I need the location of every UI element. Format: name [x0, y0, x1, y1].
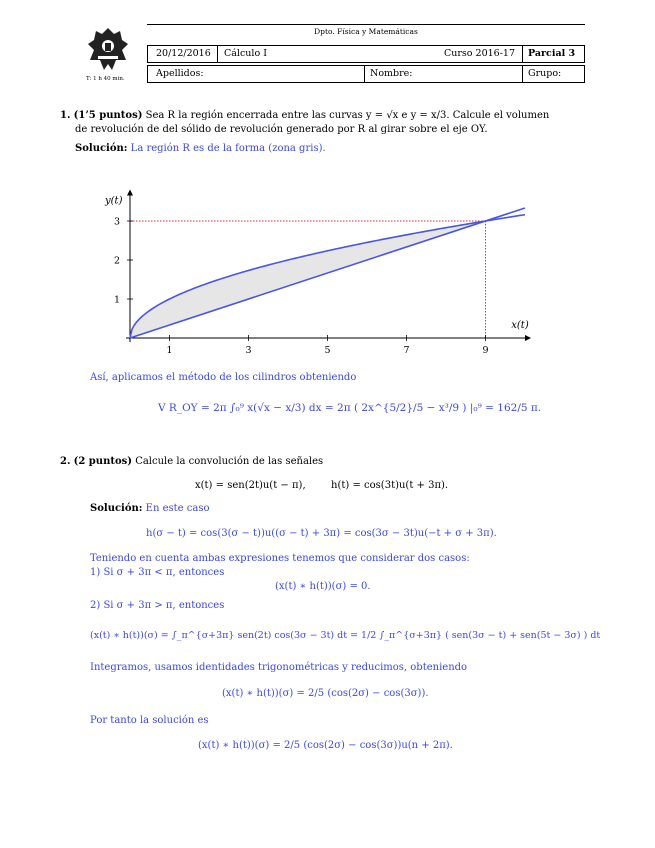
x-axis-arrow [525, 335, 531, 341]
exam-date: 20/12/2016 [156, 48, 211, 59]
x-axis-label: x(t) [511, 320, 529, 331]
surname-label: Apellidos: [156, 68, 204, 79]
y-axis-arrow [127, 190, 133, 196]
header-row-student [147, 65, 585, 83]
problem1-after-text: Así, aplicamos el método de los cilindros obteniendo [90, 372, 357, 383]
problem2-integrate-text: Integramos, usamos identidades trigonométricas y reducimos, obteniendo [90, 662, 468, 673]
x-tick-label: 5 [324, 345, 331, 356]
problem1-points: (1’5 puntos) [73, 110, 143, 121]
problem1-solution-label: Solución: [75, 143, 128, 154]
problem2-conclusion-text: Por tanto la solución es [90, 715, 209, 726]
problem2-intro: En este caso [145, 503, 210, 514]
name-label: Nombre: [370, 68, 413, 79]
problem2-statement [60, 456, 323, 467]
y-tick-label: 2 [113, 255, 120, 267]
y-tick-label: 1 [113, 294, 120, 306]
problem2-h-shift: h(σ − t) = cos(3(σ − t))u((σ − t) + 3π) = cos(3σ − 3t)u(−t + σ + 3π). [146, 528, 497, 539]
problem2-case1: 1) Si σ + 3π < π, entonces [90, 567, 225, 578]
problem1-solution-text: La región R es de la forma (zona gris). [130, 143, 326, 154]
problem2-cases-intro: Teniendo en cuenta ambas expresiones tenemos que considerar dos casos: [90, 553, 470, 564]
department-label: Dpto. Física y Matemáticas [314, 27, 418, 36]
problem2-reduced: (x(t) ∗ h(t))(σ) = 2/5 (cos(2σ) − cos(3σ)). [222, 688, 429, 699]
exam-title: Parcial 3 [528, 48, 576, 59]
problem2-statement-text: Calcule la convolución de las señales [135, 456, 324, 467]
problem1-formula: V R_OY = 2π ∫₀⁹ x(√x − x/3) dx = 2π ( 2x^{5/2}/5 − x³/9 ) |₀⁹ = 162/5 π. [158, 402, 542, 414]
problem2-final: (x(t) ∗ h(t))(σ) = 2/5 (cos(2σ) − cos(3σ))u(n + 2π). [198, 740, 453, 751]
university-logo [86, 26, 130, 72]
header-top-rule [147, 24, 585, 25]
course-name: Cálculo I [224, 48, 267, 59]
time-label: T: 1 h 40 min. [86, 76, 125, 82]
header-row-exam [147, 45, 585, 63]
problem2-points: (2 puntos) [73, 456, 132, 467]
problem1-solution [75, 143, 326, 154]
problem2-case1-result: (x(t) ∗ h(t))(σ) = 0. [275, 581, 371, 592]
y-axis-label: y(t) [105, 195, 123, 207]
problem2-solution [90, 503, 209, 514]
problem2-case2: 2) Si σ + 3π > π, entonces [90, 600, 225, 611]
academic-year: Curso 2016-17 [444, 48, 516, 59]
y-tick-label: 3 [113, 216, 120, 228]
x-tick-label: 9 [482, 345, 489, 356]
problem1-statement-line1: Sea R la región encerrada entre las curvas y = √x e y = x/3. Calcule el volumen [145, 110, 550, 121]
problem1-statement-line2: de revolución de del sólido de revolución generado por R al girar sobre el eje OY. [75, 124, 488, 135]
problem2-solution-label: Solución: [90, 503, 143, 514]
x-tick-label: 1 [166, 345, 173, 356]
curve-linear [130, 208, 525, 338]
x-tick-label: 7 [403, 345, 410, 356]
problem2-case2-integral: (x(t) ∗ h(t))(σ) = ∫_π^{σ+3π} sen(2t) cos(3σ − 3t) dt = 1/2 ∫_π^{σ+3π} ( sen(3σ − t) + sen(5t − 3σ) ) dt [90, 630, 601, 641]
problem2-signals: x(t) = sen(2t)u(t − π), h(t) = cos(3t)u(t + 3π). [195, 480, 449, 491]
x-tick-label: 3 [245, 345, 252, 356]
group-label: Grupo: [528, 68, 562, 79]
problem1-number: 1. [60, 110, 71, 121]
region-chart [90, 165, 540, 365]
curve-sqrt [130, 215, 525, 338]
problem1-statement [60, 110, 549, 121]
problem2-number: 2. [60, 456, 71, 467]
